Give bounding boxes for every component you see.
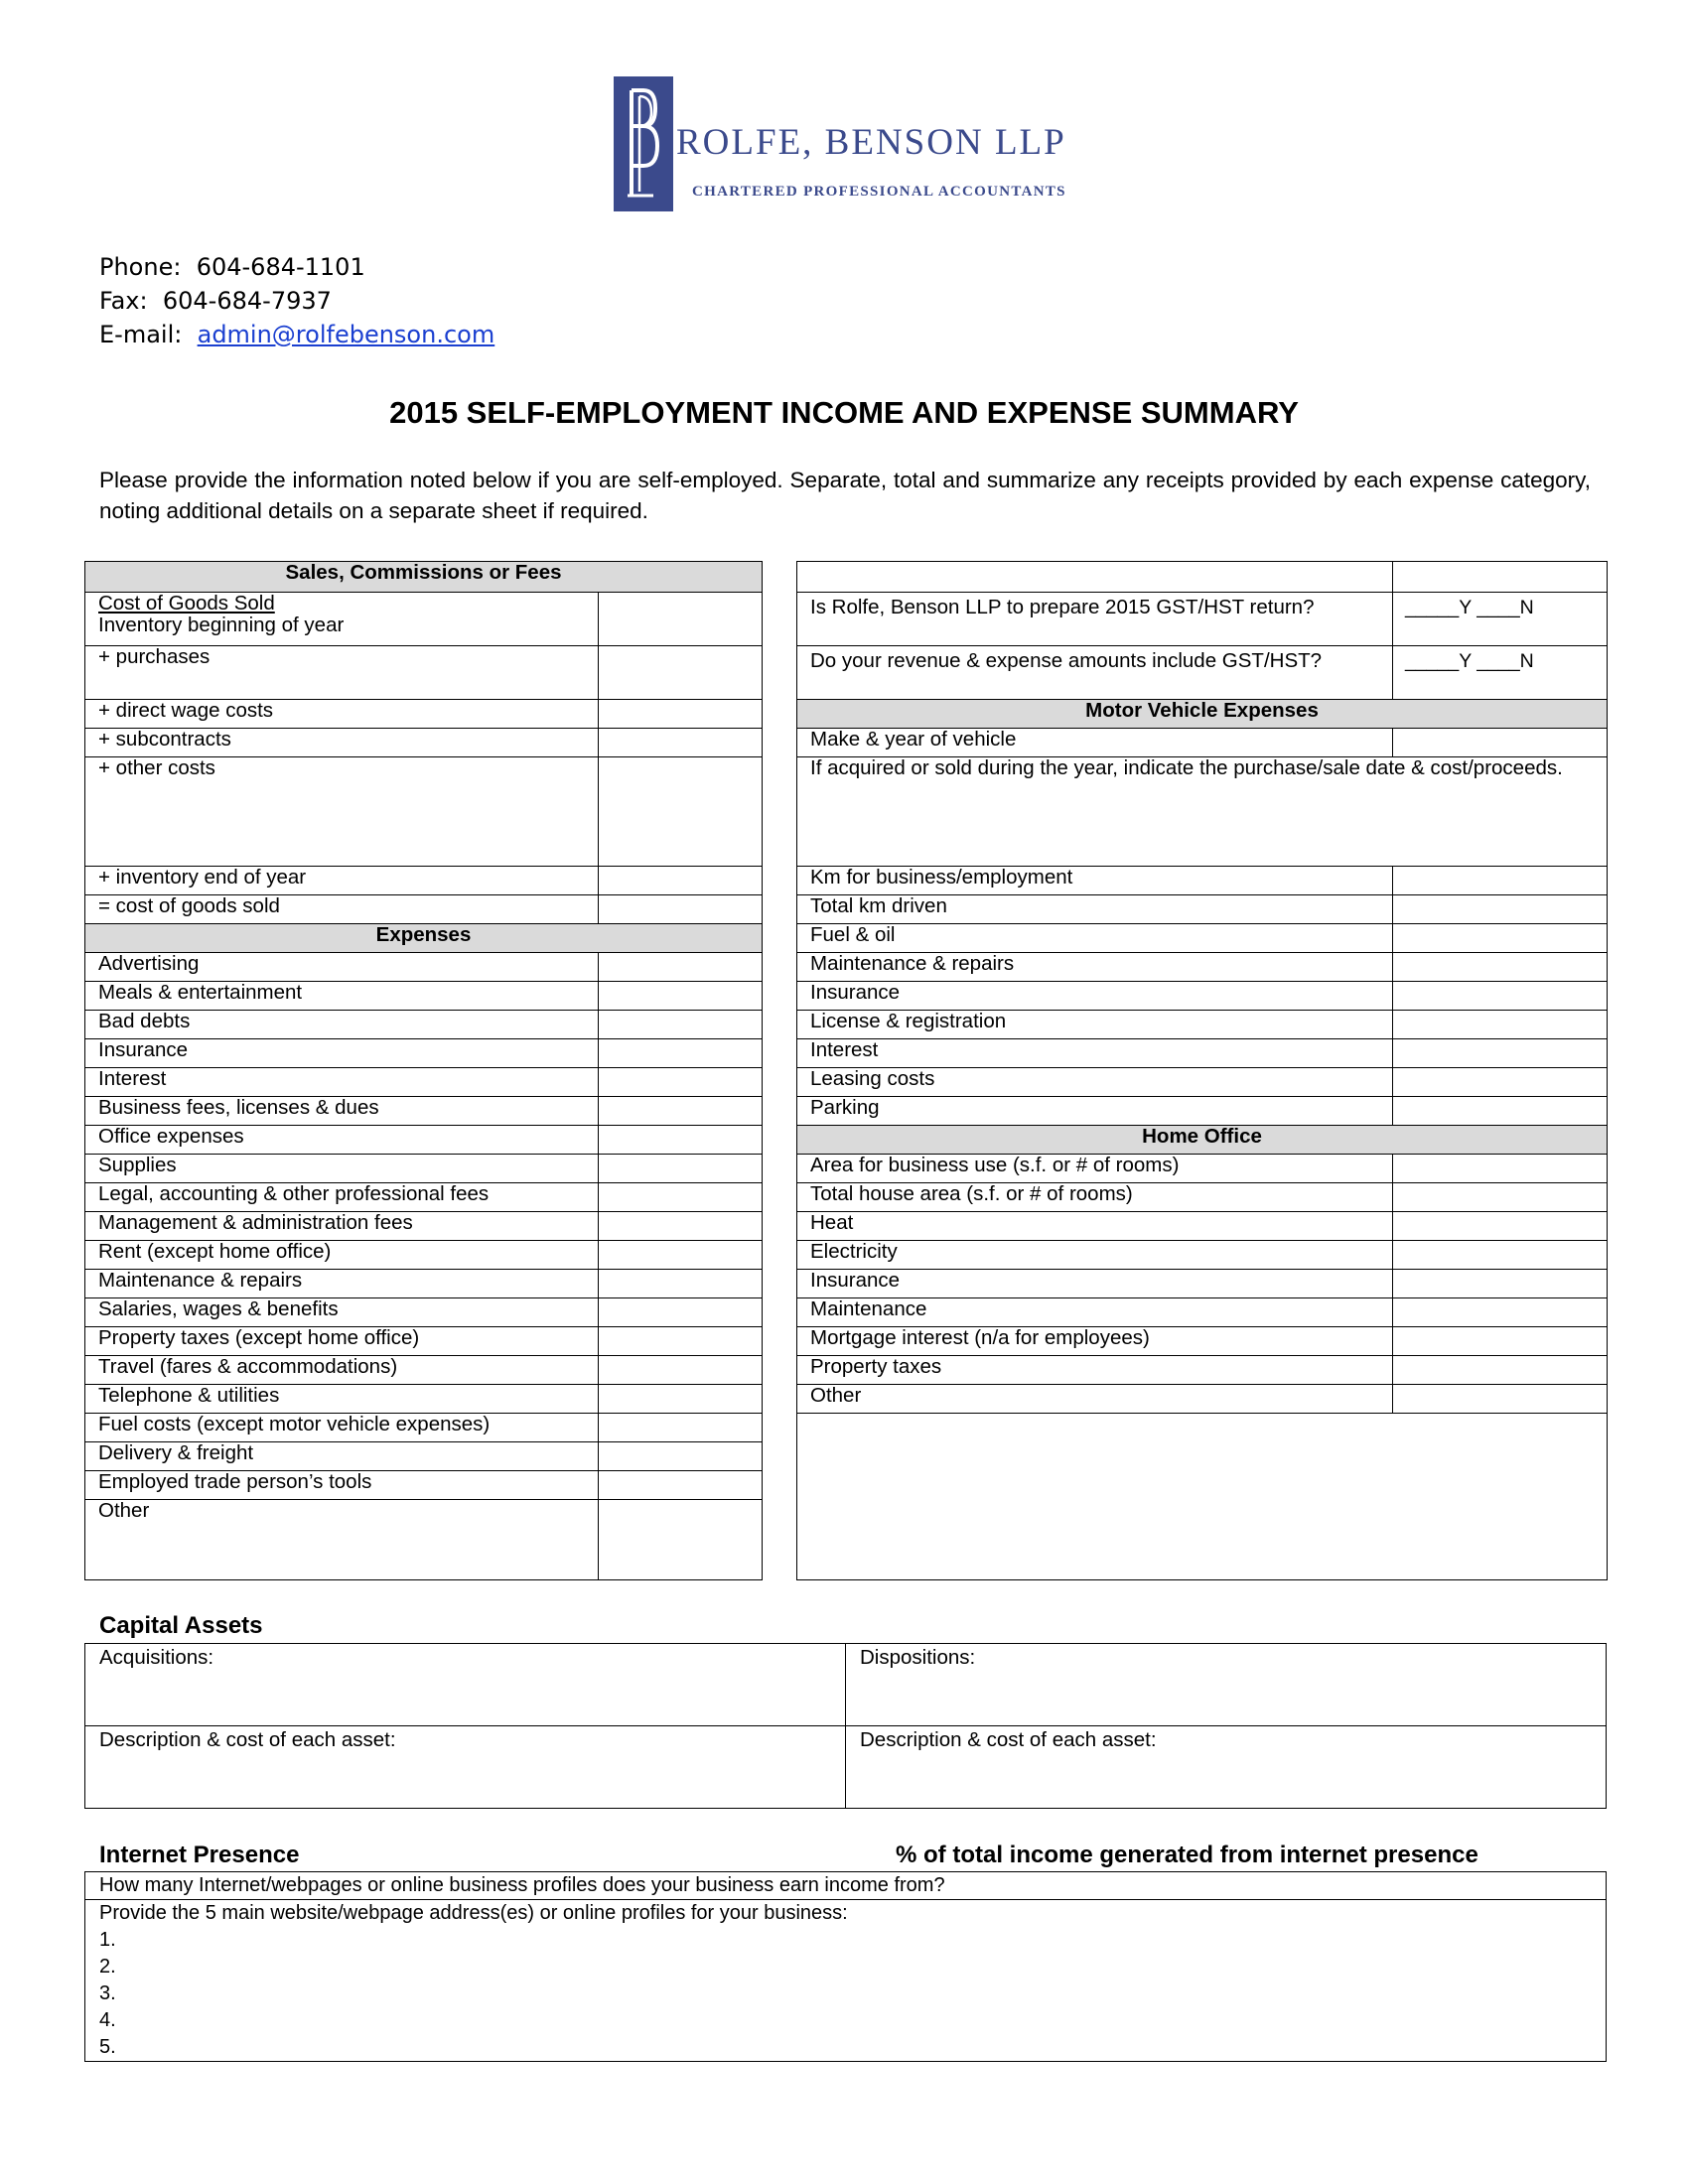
- amount-field[interactable]: [599, 1356, 763, 1385]
- amount-field[interactable]: [1393, 1011, 1608, 1039]
- home-office-row: Total house area (s.f. or # of rooms): [797, 1183, 1393, 1212]
- expense-row: Supplies: [85, 1155, 599, 1183]
- cogs-row: + purchases: [85, 646, 599, 700]
- amount-field[interactable]: [599, 1442, 763, 1471]
- internet-count-question[interactable]: How many Internet/webpages or online business profiles does your business earn income from?: [85, 1872, 1607, 1900]
- vehicle-row: Fuel & oil: [797, 924, 1393, 953]
- expense-row: Property taxes (except home office): [85, 1327, 599, 1356]
- amount-field[interactable]: [1393, 1212, 1608, 1241]
- vehicle-row: Insurance: [797, 982, 1393, 1011]
- expense-row: Legal, accounting & other professional fees: [85, 1183, 599, 1212]
- home-office-row: Electricity: [797, 1241, 1393, 1270]
- cogs-row: = cost of goods sold: [85, 895, 599, 924]
- acquisition-description-field[interactable]: Description & cost of each asset:: [85, 1726, 846, 1809]
- website-item: 3.: [99, 1982, 116, 2004]
- expense-row: Rent (except home office): [85, 1241, 599, 1270]
- amount-field[interactable]: [599, 1500, 763, 1580]
- internet-presence-table: [84, 1871, 1607, 2062]
- amount-field[interactable]: [599, 593, 763, 646]
- vehicle-acquired-note[interactable]: If acquired or sold during the year, indicate the purchase/sale date & cost/proceeds.: [797, 757, 1608, 867]
- amount-field[interactable]: [599, 1039, 763, 1068]
- phone-number: 604-684-1101: [196, 253, 365, 281]
- home-office-header: Home Office: [797, 1126, 1608, 1155]
- amount-field[interactable]: [599, 867, 763, 895]
- expense-row: Travel (fares & accommodations): [85, 1356, 599, 1385]
- amount-field[interactable]: [599, 1097, 763, 1126]
- fax-number: 604-684-7937: [162, 287, 332, 315]
- amount-field[interactable]: [599, 1212, 763, 1241]
- vehicle-row: Total km driven: [797, 895, 1393, 924]
- email-line: [99, 321, 494, 348]
- dispositions-field[interactable]: Dispositions:: [846, 1644, 1607, 1726]
- expense-row: Telephone & utilities: [85, 1385, 599, 1414]
- vehicle-row: Km for business/employment: [797, 867, 1393, 895]
- phone-line: [99, 253, 365, 281]
- expense-row: Business fees, licenses & dues: [85, 1097, 599, 1126]
- website-item: 2.: [99, 1956, 116, 1978]
- firm-subtitle: CHARTERED PROFESSIONAL ACCOUNTANTS: [692, 184, 1066, 200]
- expense-row: Other: [85, 1500, 599, 1580]
- amount-field[interactable]: [1393, 1039, 1608, 1068]
- amount-field[interactable]: [599, 1241, 763, 1270]
- home-office-row: Insurance: [797, 1270, 1393, 1298]
- amount-field[interactable]: [1393, 1068, 1608, 1097]
- amount-field[interactable]: [1393, 1270, 1608, 1298]
- website-item: 1.: [99, 1929, 116, 1951]
- amount-field[interactable]: [599, 729, 763, 757]
- amount-field[interactable]: [1393, 1183, 1608, 1212]
- expense-row: Maintenance & repairs: [85, 1270, 599, 1298]
- expense-row: Employed trade person’s tools: [85, 1471, 599, 1500]
- expense-row: Insurance: [85, 1039, 599, 1068]
- expense-row: Delivery & freight: [85, 1442, 599, 1471]
- amount-field[interactable]: [599, 895, 763, 924]
- cogs-row: + subcontracts: [85, 729, 599, 757]
- amount-field[interactable]: [1393, 1241, 1608, 1270]
- expenses-header: Expenses: [85, 924, 763, 953]
- expense-row: Salaries, wages & benefits: [85, 1298, 599, 1327]
- phone-label: Phone:: [99, 253, 182, 281]
- cogs-title: Cost of Goods Sold: [98, 592, 275, 614]
- email-link[interactable]: admin@rolfebenson.com: [197, 321, 495, 348]
- amount-field[interactable]: [1393, 982, 1608, 1011]
- gst-question: Do your revenue & expense amounts include GST/HST?: [797, 646, 1393, 700]
- email-label: E-mail:: [99, 321, 183, 348]
- amount-field[interactable]: [599, 1270, 763, 1298]
- sales-header: Sales, Commissions or Fees: [85, 562, 763, 593]
- rolfe-benson-logo-mark: [614, 76, 673, 211]
- home-office-row: Mortgage interest (n/a for employees): [797, 1327, 1393, 1356]
- vehicle-make-label: Make & year of vehicle: [797, 729, 1393, 757]
- amount-field[interactable]: [1393, 867, 1608, 895]
- cogs-row: + other costs: [85, 757, 599, 867]
- home-office-row: Heat: [797, 1212, 1393, 1241]
- amount-field[interactable]: [599, 1155, 763, 1183]
- blank-cell: [1393, 562, 1608, 593]
- expense-row: Interest: [85, 1068, 599, 1097]
- amount-field[interactable]: [599, 1327, 763, 1356]
- website-item: 5.: [99, 2036, 116, 2058]
- amount-field[interactable]: [599, 757, 763, 867]
- amount-field[interactable]: [599, 1471, 763, 1500]
- cogs-row: + inventory end of year: [85, 867, 599, 895]
- firm-name: ROLFE, BENSON LLP: [676, 122, 1066, 163]
- expense-row: Bad debts: [85, 1011, 599, 1039]
- amount-field[interactable]: [1393, 1356, 1608, 1385]
- intro-text: Please provide the information noted below if you are self-employed. Separate, total and summarize any receipts provided by each expense category, noting additional details on a separate sheet if required.: [99, 468, 1591, 523]
- amount-field[interactable]: [599, 1126, 763, 1155]
- expense-row: Management & administration fees: [85, 1212, 599, 1241]
- gst-vehicle-home-table: [796, 561, 1608, 1580]
- page-title: 2015 SELF-EMPLOYMENT INCOME AND EXPENSE SUMMARY: [389, 395, 1299, 430]
- amount-field[interactable]: [599, 700, 763, 729]
- home-office-row: Other: [797, 1385, 1393, 1414]
- cogs-row: + direct wage costs: [85, 700, 599, 729]
- amount-field[interactable]: [1393, 953, 1608, 982]
- amount-field[interactable]: [599, 982, 763, 1011]
- amount-field[interactable]: [1393, 895, 1608, 924]
- vehicle-make-field[interactable]: [1393, 729, 1608, 757]
- disposition-description-field[interactable]: Description & cost of each asset:: [846, 1726, 1607, 1809]
- amount-field[interactable]: [1393, 924, 1608, 953]
- expense-row: Office expenses: [85, 1126, 599, 1155]
- vehicle-row: License & registration: [797, 1011, 1393, 1039]
- fax-line: [99, 287, 332, 315]
- blank-cell: [797, 562, 1393, 593]
- motor-vehicle-header: Motor Vehicle Expenses: [797, 700, 1608, 729]
- amount-field[interactable]: [1393, 1298, 1608, 1327]
- vehicle-row: Maintenance & repairs: [797, 953, 1393, 982]
- blank-area: [797, 1414, 1608, 1580]
- amount-field[interactable]: [599, 953, 763, 982]
- amount-field[interactable]: [1393, 1097, 1608, 1126]
- vehicle-row: Parking: [797, 1097, 1393, 1126]
- amount-field[interactable]: [599, 1385, 763, 1414]
- amount-field[interactable]: [599, 1183, 763, 1212]
- website-list-field[interactable]: [85, 1900, 1607, 2062]
- capital-assets-table: [84, 1643, 1607, 1809]
- cogs-label-cell: [85, 593, 599, 646]
- amount-field[interactable]: [599, 1068, 763, 1097]
- yes-no-field[interactable]: _____Y ____N: [1393, 593, 1608, 646]
- expense-row: Fuel costs (except motor vehicle expenses): [85, 1414, 599, 1442]
- amount-field[interactable]: [1393, 1385, 1608, 1414]
- cogs-inventory-beginning: Inventory beginning of year: [98, 614, 345, 636]
- gst-question: Is Rolfe, Benson LLP to prepare 2015 GST/HST return?: [797, 593, 1393, 646]
- amount-field[interactable]: [599, 1298, 763, 1327]
- yes-no-field[interactable]: _____Y ____N: [1393, 646, 1608, 700]
- internet-presence-header: Internet Presence: [99, 1842, 300, 1868]
- website-list-prompt: Provide the 5 main website/webpage address(es) or online profiles for your business:: [99, 1902, 848, 1924]
- vehicle-row: Interest: [797, 1039, 1393, 1068]
- home-office-row: Area for business use (s.f. or # of rooms): [797, 1155, 1393, 1183]
- amount-field[interactable]: [599, 646, 763, 700]
- amount-field[interactable]: [1393, 1155, 1608, 1183]
- amount-field[interactable]: [1393, 1327, 1608, 1356]
- home-office-row: Maintenance: [797, 1298, 1393, 1327]
- website-item: 4.: [99, 2009, 116, 2031]
- acquisitions-field[interactable]: Acquisitions:: [85, 1644, 846, 1726]
- fax-label: Fax:: [99, 287, 148, 315]
- income-expenses-table: [84, 561, 763, 1580]
- expense-row: Advertising: [85, 953, 599, 982]
- expense-row: Meals & entertainment: [85, 982, 599, 1011]
- vehicle-row: Leasing costs: [797, 1068, 1393, 1097]
- amount-field[interactable]: [599, 1011, 763, 1039]
- amount-field[interactable]: [599, 1414, 763, 1442]
- home-office-row: Property taxes: [797, 1356, 1393, 1385]
- internet-income-percent-header: % of total income generated from internet presence: [896, 1842, 1478, 1868]
- capital-assets-header: Capital Assets: [99, 1612, 263, 1639]
